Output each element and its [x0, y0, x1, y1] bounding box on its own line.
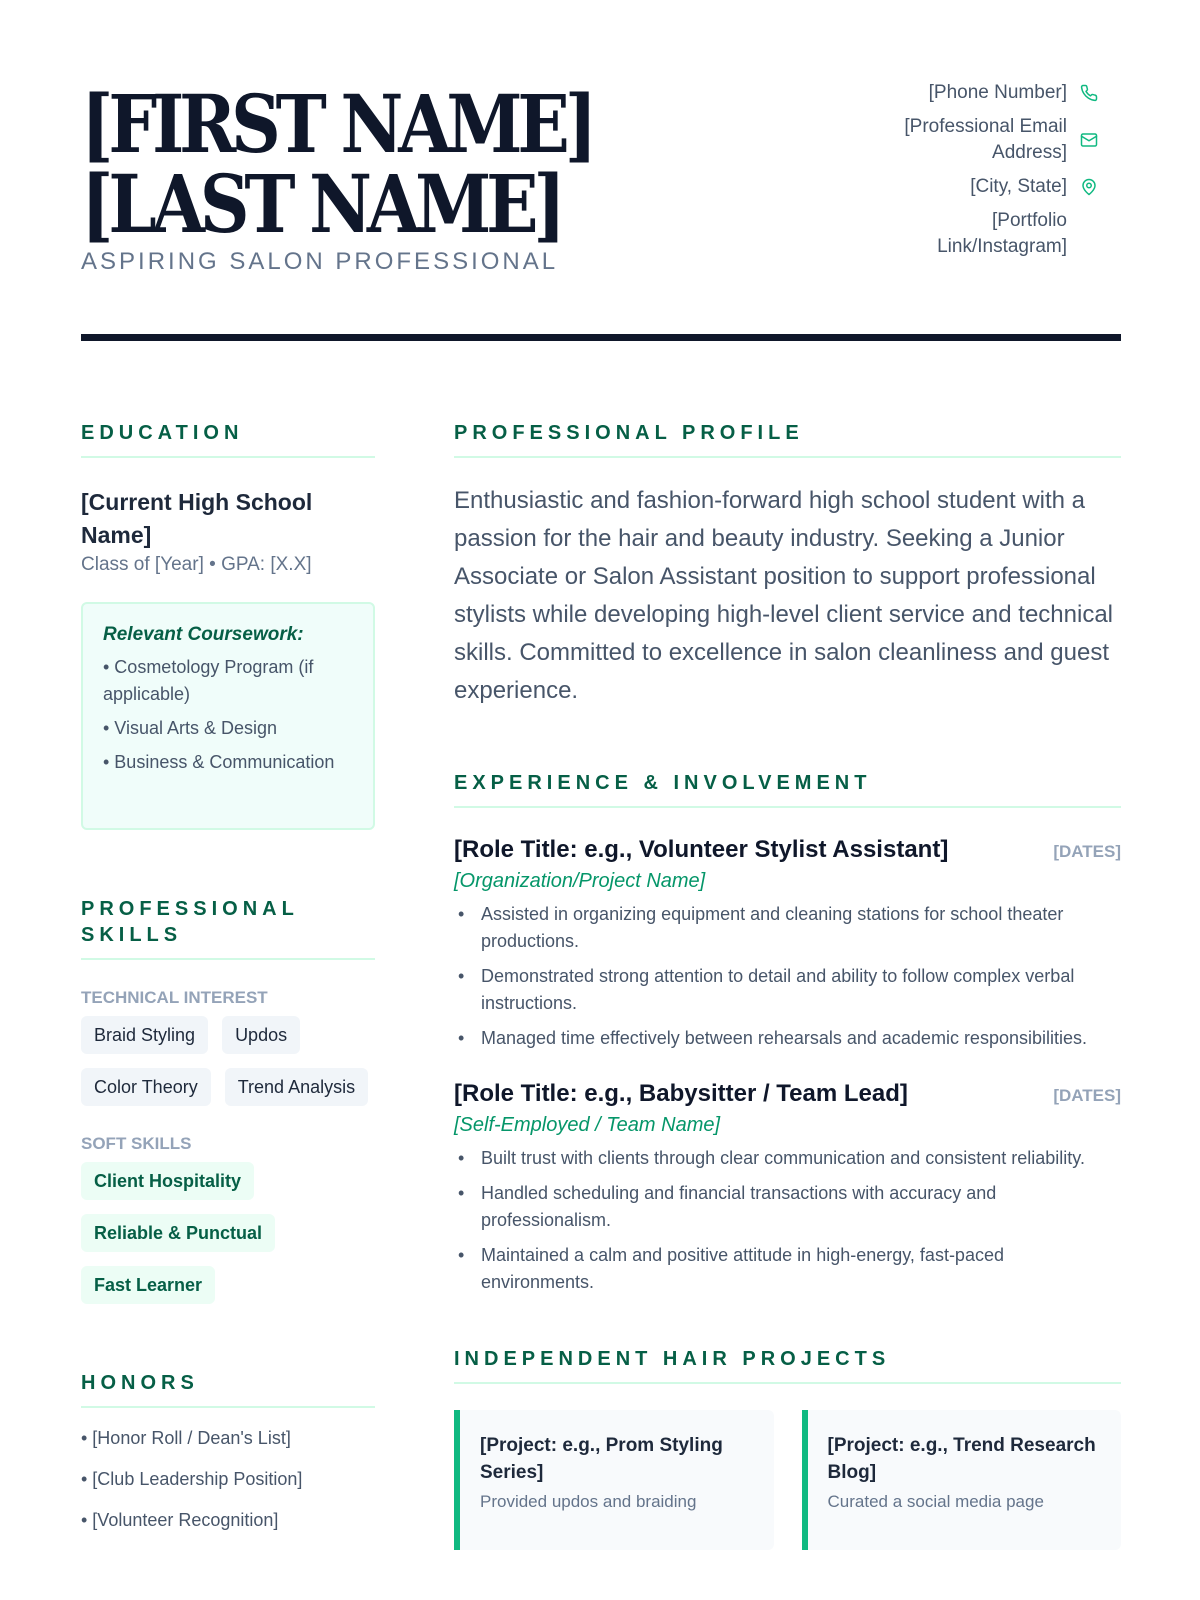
candidate-subtitle: ASPIRING SALON PROFESSIONAL: [81, 248, 559, 275]
job-bullet: • Built trust with clients through clear communication and consistent reliability.: [454, 1145, 1121, 1172]
school-meta: Class of [Year] • GPA: [X.X]: [81, 554, 312, 575]
soft-skills-label: SOFT SKILLS: [81, 1134, 192, 1153]
coursework-item: • Visual Arts & Design: [103, 718, 278, 738]
coursework-title: Relevant Coursework:: [103, 624, 304, 645]
right-column: [454, 420, 1121, 1550]
location-pin-icon: [1079, 177, 1099, 197]
job-header: [454, 836, 1121, 864]
coursework-item: • Business & Communication: [103, 752, 335, 772]
honor-item: • [Club Leadership Position]: [81, 1469, 303, 1489]
job-bullet: • Demonstrated strong attention to detail and ability to follow complex verbal instructions.: [454, 963, 1121, 1017]
job-bullet: • Maintained a calm and positive attitude in high-energy, fast-paced environments.: [454, 1242, 1121, 1296]
job-bullets: [454, 901, 1121, 1052]
experience-entry: [454, 836, 1121, 1052]
candidate-name: [FIRST NAME] [LAST NAME]: [81, 77, 593, 251]
profile-summary: Enthusiastic and fashion-forward high school student with a passion for the hair and beauty industry. Seeking a Junior Associate or Salon Assistant position to support professional stylists while developing high-level client service and technical skills. Committed to excellence in salon cleanliness and guest experience.: [454, 487, 1114, 704]
projects-section: [454, 1346, 1121, 1550]
header-divider: [81, 334, 1121, 341]
contact-portfolio: [859, 208, 1099, 260]
honor-item: • [Honor Roll / Dean's List]: [81, 1428, 291, 1448]
skill-tag: Braid Styling: [81, 1016, 208, 1054]
experience-section: [454, 770, 1121, 1296]
soft-skill-tag: Fast Learner: [81, 1266, 215, 1304]
coursework-box: [81, 602, 375, 830]
soft-skill-tag: Client Hospitality: [81, 1162, 254, 1200]
contact-location: [859, 174, 1099, 200]
skill-tag: Updos: [222, 1016, 300, 1054]
job-title: [Role Title: e.g., Babysitter / Team Lead]: [454, 1080, 908, 1107]
skill-tag: Trend Analysis: [225, 1068, 368, 1106]
project-card: [454, 1410, 774, 1550]
job-bullets: [454, 1145, 1121, 1296]
project-description: Curated a social media page: [827, 1492, 1044, 1511]
honors-section: [81, 1370, 375, 1531]
project-description: Provided updos and braiding: [480, 1492, 697, 1511]
job-title: [Role Title: e.g., Volunteer Stylist Assistant]: [454, 836, 949, 863]
phone-text: [Phone Number]: [928, 82, 1067, 103]
profile-section: [454, 420, 1121, 710]
location-text: [City, State]: [970, 176, 1067, 197]
mail-icon: [1079, 130, 1099, 150]
soft-skill-tags: [81, 1162, 375, 1304]
skill-tag: Color Theory: [81, 1068, 211, 1106]
job-organization: [Self-Employed / Team Name]: [454, 1114, 721, 1136]
soft-skill-tag: Reliable & Punctual: [81, 1214, 275, 1252]
job-dates: [DATES]: [1053, 842, 1121, 861]
portfolio-link[interactable]: [Portfolio Link/Instagram]: [937, 210, 1067, 257]
education-section: [81, 420, 375, 830]
project-title: [Project: e.g., Trend Research Blog]: [827, 1435, 1096, 1483]
experience-entry: [454, 1080, 1121, 1296]
project-card: [802, 1410, 1122, 1550]
honor-item: • [Volunteer Recognition]: [81, 1510, 279, 1530]
email-text: [Professional Email Address]: [904, 116, 1067, 163]
section-title: PROFESSIONAL SKILLS: [81, 896, 375, 960]
job-organization: [Organization/Project Name]: [454, 870, 706, 892]
job-header: [454, 1080, 1121, 1108]
section-title: PROFESSIONAL PROFILE: [454, 420, 1121, 458]
coursework-item: • Cosmetology Program (if applicable): [103, 657, 314, 704]
section-title: HONORS: [81, 1370, 375, 1408]
job-bullet: • Assisted in organizing equipment and cleaning stations for school theater productions.: [454, 901, 1121, 955]
contact-phone: [859, 80, 1099, 106]
projects-grid: [454, 1410, 1121, 1550]
section-title: INDEPENDENT HAIR PROJECTS: [454, 1346, 1121, 1384]
section-title: EDUCATION: [81, 420, 375, 458]
skills-section: [81, 896, 375, 1304]
technical-tags: [81, 1016, 375, 1106]
left-column: [81, 420, 375, 1531]
contact-email: [859, 114, 1099, 166]
job-bullet: • Handled scheduling and financial transactions with accuracy and professionalism.: [454, 1180, 1121, 1234]
phone-icon: [1079, 83, 1099, 103]
job-bullet: • Managed time effectively between rehearsals and academic responsibilities.: [454, 1025, 1121, 1052]
section-title: EXPERIENCE & INVOLVEMENT: [454, 770, 1121, 808]
contact-block: [859, 80, 1099, 268]
project-title: [Project: e.g., Prom Styling Series]: [480, 1435, 723, 1483]
technical-label: TECHNICAL INTEREST: [81, 988, 268, 1007]
job-dates: [DATES]: [1053, 1086, 1121, 1105]
resume-header: [81, 77, 1121, 280]
school-name: [Current High School Name]: [81, 489, 313, 548]
